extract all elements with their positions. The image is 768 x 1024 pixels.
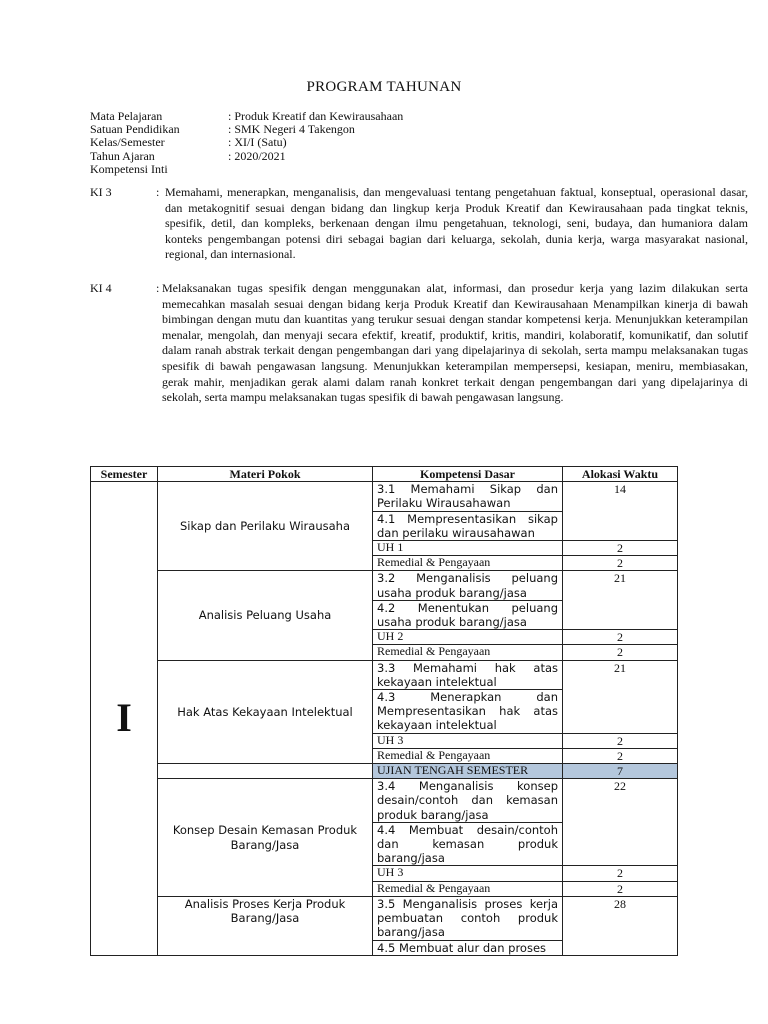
alokasi-cell: 21	[563, 660, 678, 733]
kd-cell: 4.2 Menentukan peluang usaha produk barang/jasa	[373, 600, 563, 629]
alokasi-cell: 2	[563, 748, 678, 763]
meta-row	[90, 136, 403, 149]
kd-cell: UH 2	[373, 630, 563, 645]
kd-cell: 4.5 Membuat alur dan proses	[373, 940, 563, 955]
ki4-text: Melaksanakan tugas spesifik dengan menggunakan alat, informasi, dan prosedur kerja yang lazim dilakukan serta memecahkan masalah sesuai dengan bidang kerja Produk Kreatif dan Kewirausahaan Menampilkan kinerja di bawah bimbingan dengan mutu dan kuantitas yang terukur sesuai dengan standar kompetensi kerja. Menunjukkan keterampilan menalar, mengolah, dan menyaji secara efektif, kreatif, produktif, kritis, mandiri, kolaboratif, komunikatif, dan solutif dalam ranah abstrak terkait dengan pengembangan dari yang dipelajarinya di sekolah, serta mampu melaksanakan tugas spesifik di bawah pengawasan langsung. Menunjukkan keterampilan mempersepsi, kesiapan, meniru, membiasakan, gerak mahir, menjadikan gerak alami dalam ranah konkret terkait dengan pengembangan dari yang dipelajarinya di sekolah, serta mampu melaksanakan tugas spesifik di bawah pengawasan langsung.	[162, 281, 748, 405]
alokasi-cell: 2	[563, 866, 678, 881]
materi-cell: Analisis Peluang Usaha	[158, 571, 373, 660]
kd-cell: Remedial & Pengayaan	[373, 748, 563, 763]
semester-cell: I	[91, 482, 158, 956]
alokasi-cell: 28	[563, 896, 678, 955]
meta-label: Satuan Pendidikan	[90, 122, 180, 137]
meta-value: : XI/I (Satu)	[228, 135, 287, 150]
meta-label: Kelas/Semester	[90, 135, 165, 150]
table-row	[91, 660, 678, 689]
kd-cell: UH 3	[373, 866, 563, 881]
ki4-colon: :	[156, 281, 160, 295]
alokasi-cell: 22	[563, 779, 678, 866]
program-table	[90, 466, 678, 956]
header-materi: Materi Pokok	[158, 467, 373, 482]
kd-cell: 4.4 Membuat desain/contoh dan kemasan produk barang/jasa	[373, 822, 563, 866]
table-row	[91, 571, 678, 600]
kd-cell: Remedial & Pengayaan	[373, 556, 563, 571]
alokasi-cell: 2	[563, 630, 678, 645]
kd-cell: Remedial & Pengayaan	[373, 645, 563, 660]
alokasi-cell: 2	[563, 881, 678, 896]
meta-label: Kompetensi Inti	[90, 161, 168, 176]
meta-value: : SMK Negeri 4 Takengon	[228, 122, 355, 137]
alokasi-cell: 21	[563, 571, 678, 630]
kd-cell: 3.4 Menganalisis konsep desain/contoh dan kemasan produk barang/jasa	[373, 779, 563, 823]
ki3-text: Memahami, menerapkan, menganalisis, dan mengevaluasi tentang pengetahuan faktual, konseptual, operasional dasar, dan metakognitif sesuai dengan bidang dan lingkup kerja Produk Kreatif dan Kewirausahaan pada tingkat teknis, spesifik, detil, dan kompleks, berkenaan dengan ilmu pengetahuan, teknologi, seni, budaya, dan humaniora dalam konteks pengembangan potensi diri sebagai bagian dari keluarga, sekolah, dunia kerja, warga masyarakat nasional, regional, dan internasional.	[165, 185, 748, 262]
alokasi-cell: 2	[563, 556, 678, 571]
meta-row	[90, 163, 403, 176]
meta-value: : 2020/2021	[228, 148, 286, 163]
alokasi-cell: 2	[563, 733, 678, 748]
kd-cell: 4.3 Menerapkan dan Mempresentasikan hak atas kekayaan intelektual	[373, 690, 563, 734]
kd-cell: UJIAN TENGAH SEMESTER	[373, 764, 563, 779]
ki3-colon: :	[156, 185, 160, 199]
table-row	[91, 896, 678, 940]
meta-label: Mata Pelajaran	[90, 109, 163, 123]
kd-cell: 3.3 Memahami hak atas kekayaan intelektual	[373, 660, 563, 689]
materi-cell: Konsep Desain Kemasan Produk Barang/Jasa	[158, 779, 373, 897]
kd-cell: 3.5 Menganalisis proses kerja pembuatan contoh produk barang/jasa	[373, 896, 563, 940]
meta-label: Tahun Ajaran	[90, 148, 155, 163]
kd-cell: 3.2 Menganalisis peluang usaha produk barang/jasa	[373, 571, 563, 600]
materi-cell: Sikap dan Perilaku Wirausaha	[158, 482, 373, 571]
alokasi-cell: 14	[563, 482, 678, 541]
kd-cell: 4.1 Mempresentasikan sikap dan perilaku wirausahawan	[373, 511, 563, 540]
materi-cell: Hak Atas Kekayaan Intelektual	[158, 660, 373, 763]
kd-cell: Remedial & Pengayaan	[373, 881, 563, 896]
ki3-label: KI 3	[90, 185, 112, 199]
kd-cell: UH 1	[373, 541, 563, 556]
header-semester: Semester	[91, 467, 158, 482]
alokasi-cell: 2	[563, 645, 678, 660]
materi-cell: Analisis Proses Kerja Produk Barang/Jasa	[158, 896, 373, 955]
header-kd: Kompetensi Dasar	[373, 467, 563, 482]
header-alokasi: Alokasi Waktu	[563, 467, 678, 482]
meta-value: : Produk Kreatif dan Kewirausahaan	[228, 109, 404, 123]
alokasi-cell: 7	[563, 764, 678, 779]
materi-cell-empty	[158, 764, 373, 779]
identity-block	[90, 110, 403, 176]
ki3-block	[90, 185, 748, 263]
page-title: PROGRAM TAHUNAN	[306, 79, 462, 95]
table-row	[91, 779, 678, 823]
table-row	[91, 482, 678, 511]
ki4-label: KI 4	[90, 281, 112, 295]
kd-cell: UH 3	[373, 733, 563, 748]
alokasi-cell: 2	[563, 541, 678, 556]
table-row-uts	[91, 764, 678, 779]
kd-cell: 3.1 Memahami Sikap dan Perilaku Wirausahawan	[373, 482, 563, 511]
ki4-block	[90, 281, 748, 406]
meta-row	[90, 150, 403, 163]
table-header-row	[91, 467, 678, 482]
